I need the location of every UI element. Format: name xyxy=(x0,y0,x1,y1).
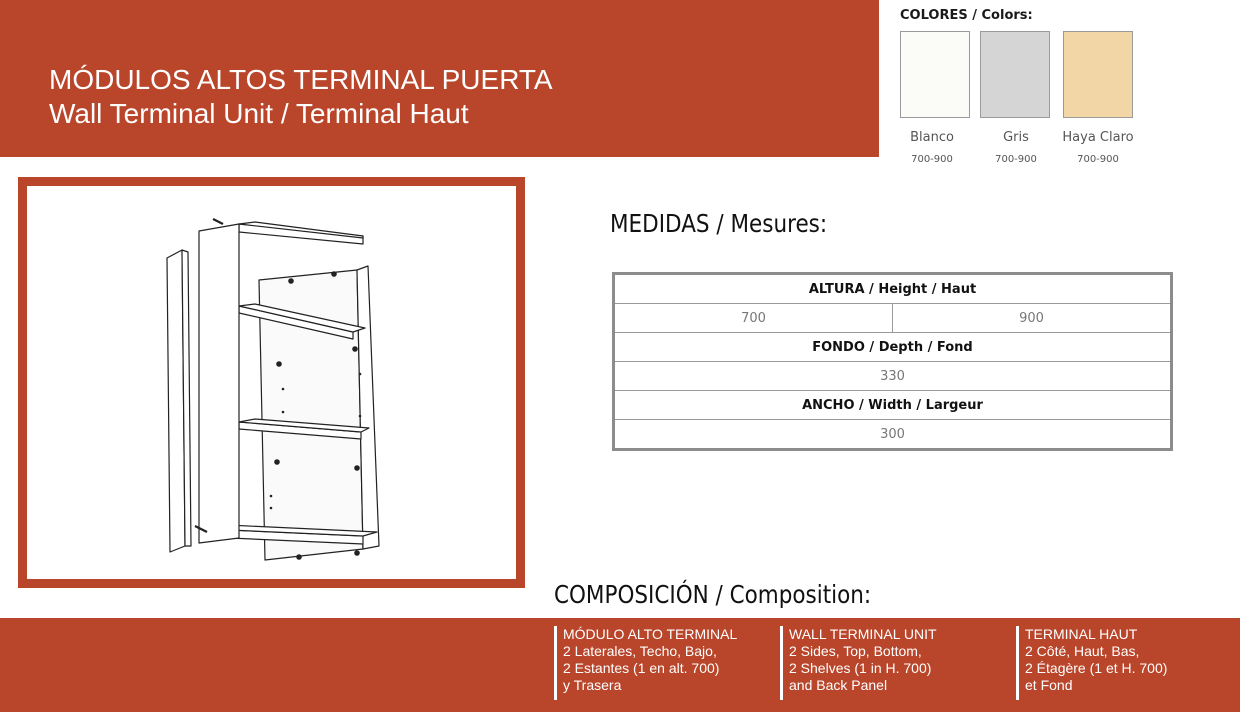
swatch-haya-claro xyxy=(1063,31,1133,118)
page-subtitle: Wall Terminal Unit / Terminal Haut xyxy=(49,98,469,129)
composition-title: COMPOSICIÓN / Composition: xyxy=(554,580,872,609)
colors-title: COLORES / Colors: xyxy=(900,8,1033,23)
table-row xyxy=(614,362,1172,391)
composition-line: 2 Estantes (1 en alt. 700) xyxy=(563,660,720,676)
table-row xyxy=(614,420,1172,450)
composition-line: 2 Shelves (1 in H. 700) xyxy=(789,660,932,676)
height-value-700: 700 xyxy=(614,304,893,333)
composition-line: 2 Étagère (1 et H. 700) xyxy=(1025,660,1168,676)
table-row xyxy=(614,274,1172,304)
table-row xyxy=(614,391,1172,420)
swatch-name-haya-claro: Haya Claro xyxy=(1062,130,1134,145)
left-side-panel xyxy=(199,224,239,543)
screw-top xyxy=(213,219,223,224)
swatch-name-blanco: Blanco xyxy=(910,130,954,145)
composition-line: y Trasera xyxy=(563,677,622,693)
width-label: ANCHO / Width / Largeur xyxy=(614,391,1172,420)
composition-en xyxy=(780,626,937,700)
depth-label: FONDO / Depth / Fond xyxy=(614,333,1172,362)
height-value-900: 900 xyxy=(893,304,1172,333)
swatch-code-blanco: 700-900 xyxy=(911,154,953,165)
cabinet-exploded-drawing xyxy=(27,186,516,579)
composition-line: WALL TERMINAL UNIT xyxy=(789,626,937,642)
composition-line: et Fond xyxy=(1025,677,1073,693)
page-title: MÓDULOS ALTOS TERMINAL PUERTA xyxy=(49,64,553,95)
swatch-code-gris: 700-900 xyxy=(995,154,1037,165)
swatch-code-haya-claro: 700-900 xyxy=(1077,154,1119,165)
height-label: ALTURA / Height / Haut xyxy=(614,274,1172,304)
composition-es xyxy=(554,626,737,700)
product-drawing-frame xyxy=(18,177,525,588)
composition-fr xyxy=(1016,626,1167,700)
table-row xyxy=(614,304,1172,333)
measures-table xyxy=(612,272,1173,451)
composition-line: MÓDULO ALTO TERMINAL xyxy=(563,626,738,642)
composition-line: 2 Laterales, Techo, Bajo, xyxy=(563,643,717,659)
table-row xyxy=(614,333,1172,362)
swatch-name-gris: Gris xyxy=(1003,130,1029,145)
swatch-gris xyxy=(980,31,1050,118)
swatch-blanco xyxy=(900,31,970,118)
width-value: 300 xyxy=(614,420,1172,450)
depth-value: 330 xyxy=(614,362,1172,391)
composition-line: 2 Côté, Haut, Bas, xyxy=(1025,643,1140,659)
composition-line: TERMINAL HAUT xyxy=(1025,626,1138,642)
composition-line: and Back Panel xyxy=(789,677,888,693)
measures-title: MEDIDAS / Mesures: xyxy=(610,209,828,238)
composition-line: 2 Sides, Top, Bottom, xyxy=(789,643,922,659)
